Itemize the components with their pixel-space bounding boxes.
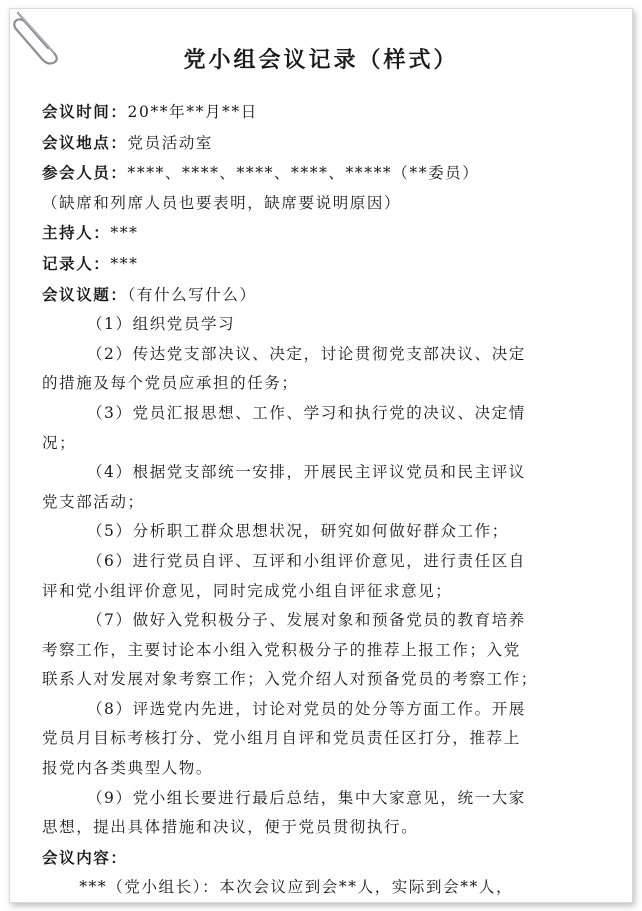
page-title: 党小组会议记录（样式） [183, 47, 459, 73]
topic-item-line: （3）党员汇报思想、工作、学习和执行党的决议、决定情 [86, 403, 526, 422]
meeting-place-row [42, 128, 620, 159]
recorder-label: 记录人： [42, 253, 111, 273]
content-first-line: ***（党小组长）：本次会议应到会**人，实际到会**人， [79, 878, 514, 897]
topic-item-line: 的措施及每个党员应承担的任务； [42, 374, 299, 393]
topic-item [42, 340, 620, 399]
topics-label: 会议议题： [42, 284, 128, 304]
topic-item [42, 606, 620, 695]
topic-item-line: 评和党小组评价意见，同时完成党小组自评征求意见； [42, 581, 453, 600]
topic-item [42, 310, 620, 340]
topic-item-line: （2）传达党支部决议、决定，讨论贯彻党支部决议、决定 [86, 344, 526, 363]
topic-item-line: 考察工作，主要讨论本小组入党积极分子的推荐上报工作；入党 [42, 640, 521, 659]
host-label: 主持人： [42, 223, 111, 243]
topic-item-line: 思想，提出具体措施和决议，便于党员贯彻执行。 [42, 818, 419, 837]
topic-item [42, 547, 620, 606]
host-row [42, 218, 620, 249]
attendees-label: 参会人员： [42, 163, 128, 183]
topic-item-line: （6）进行党员自评、互评和小组评价意见，进行责任区自 [86, 551, 526, 570]
topic-item-line: （4）根据党支部统一安排，开展民主评议党员和民主评议 [86, 463, 526, 482]
topic-item-line: 党支部活动； [42, 492, 145, 511]
content-row [42, 843, 620, 874]
topic-item [42, 784, 620, 843]
meeting-place-value: 党员活动室 [127, 133, 214, 152]
topic-list [42, 310, 620, 843]
topic-item-line: 报党内各类典型人物。 [42, 759, 214, 778]
topic-item [42, 695, 620, 784]
topic-item-line: （9）党小组长要进行最后总结，集中大家意见，统一大家 [86, 788, 526, 807]
topic-item [42, 517, 620, 547]
host-value: *** [110, 224, 139, 243]
record-body [42, 97, 620, 903]
topic-item-line: （1）组织党员学习 [86, 315, 236, 334]
attendees-row [42, 158, 620, 189]
content-label: 会议内容： [42, 847, 128, 867]
topic-item-line: 况； [42, 433, 77, 452]
topic-item-line: 联系人对发展对象考察工作；入党介绍人对预备党员的考察工作； [42, 670, 538, 689]
meeting-time-row [42, 97, 620, 128]
topic-item [42, 399, 620, 458]
attendees-note: （缺席和列席人员也要表明，缺席要说明原因） [42, 193, 402, 212]
topics-value: （有什么写什么） [127, 285, 257, 304]
attendees-value: ****、****、****、****、*****（**委员） [127, 164, 480, 183]
topics-row [42, 280, 620, 311]
meeting-time-value: 20**年**月**日 [127, 103, 258, 121]
meeting-time-label: 会议时间： [42, 102, 128, 121]
recorder-value: *** [110, 254, 139, 273]
topic-item-line: （5）分析职工群众思想状况，研究如何做好群众工作； [86, 522, 509, 541]
topic-item-line: 党员月目标考核打分、党小组月自评和党员责任区打分，推荐上 [42, 729, 521, 748]
topic-item-line: （7）做好入党积极分子、发展对象和预备党员的教育培养 [86, 611, 526, 630]
topic-item [42, 458, 620, 517]
recorder-row [42, 249, 620, 280]
topic-item-line: （8）评选党内先进，讨论对党员的处分等方面工作。开展 [86, 699, 526, 718]
document-page [9, 8, 633, 903]
meeting-place-label: 会议地点： [42, 132, 128, 152]
